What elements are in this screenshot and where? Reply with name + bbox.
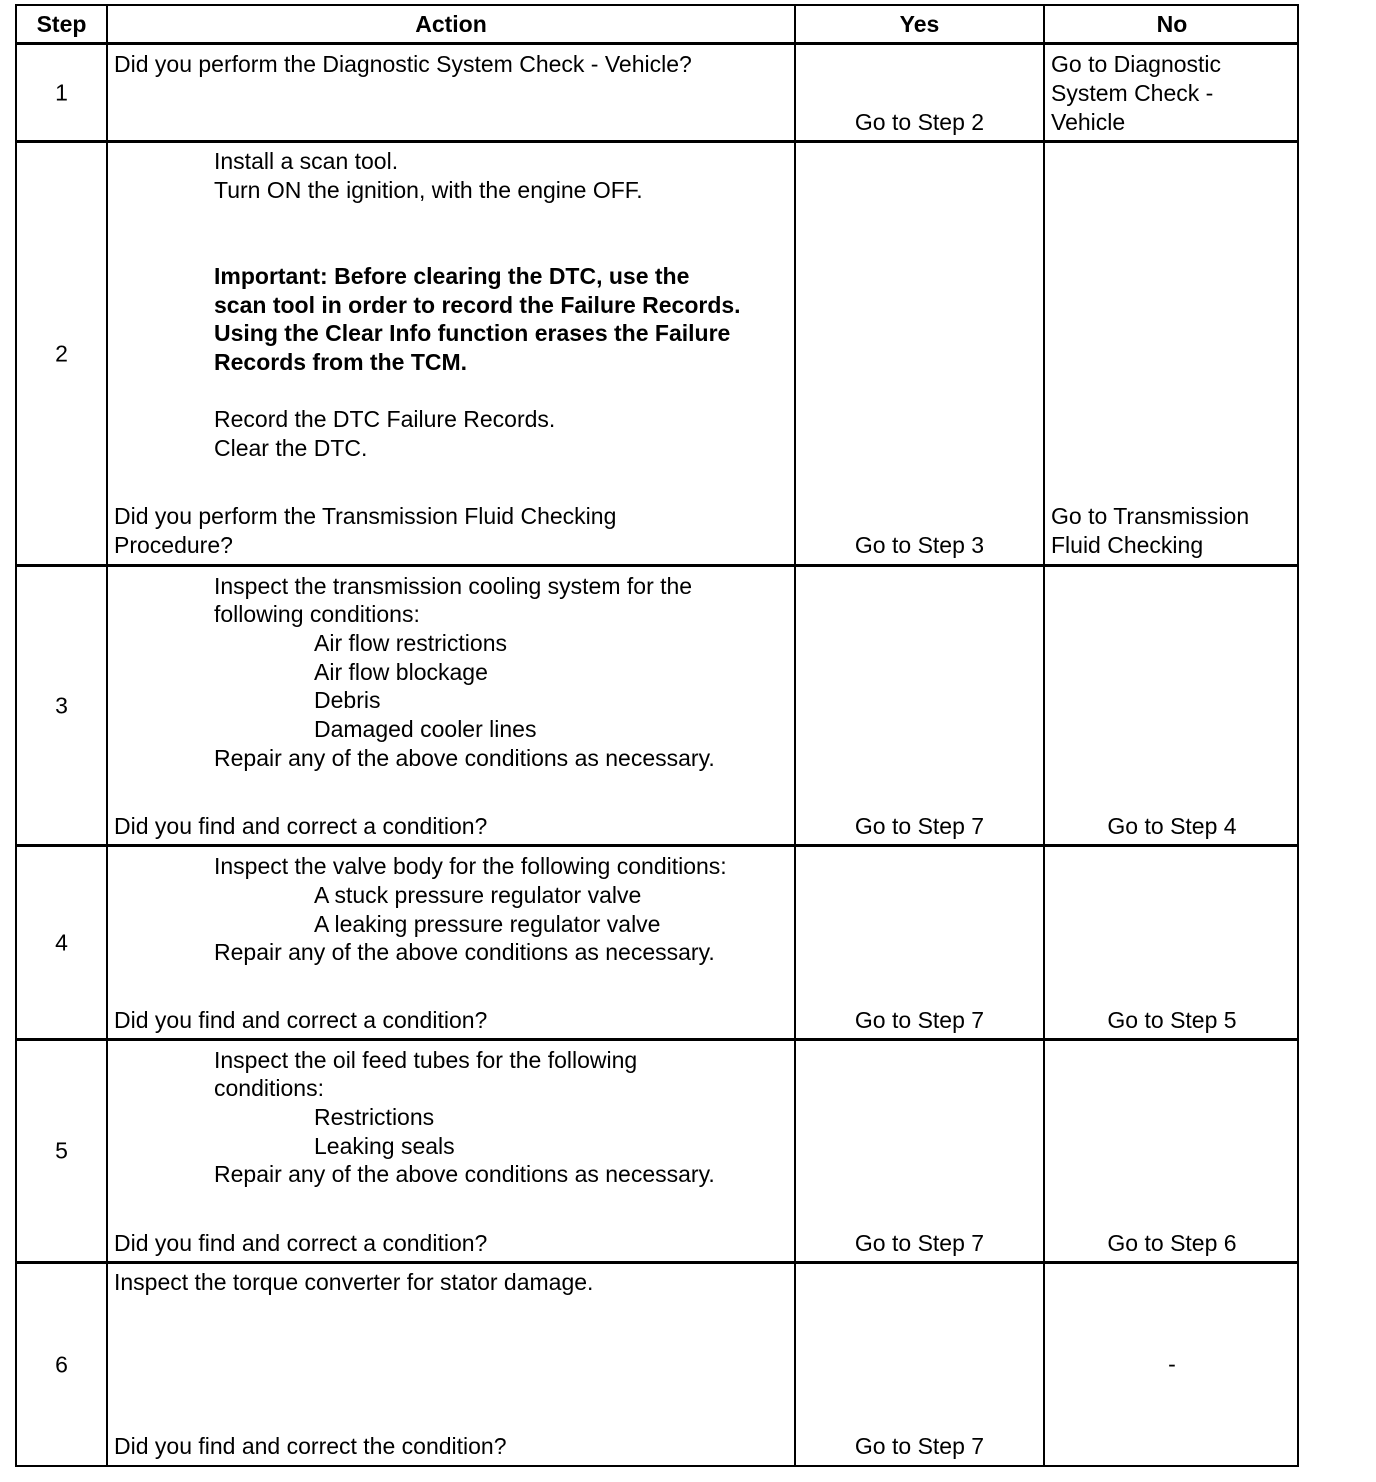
action-line: Inspect the torque converter for stator damage. xyxy=(114,1269,594,1295)
yes-link[interactable]: Go to Step 2 xyxy=(854,109,985,135)
step-cell xyxy=(17,45,108,140)
condition-item: Air flow blockage xyxy=(314,659,488,685)
yes-cell xyxy=(796,1264,1045,1465)
condition-item: Air flow restrictions xyxy=(314,630,507,656)
no-link[interactable]: Go to Step 5 xyxy=(1107,1007,1237,1033)
action-cell xyxy=(108,1264,796,1465)
step-number: 6 xyxy=(55,1351,68,1377)
action-line: Record the DTC Failure Records. xyxy=(214,406,556,432)
question-text: Procedure? xyxy=(114,532,233,558)
action-cell xyxy=(108,847,796,1038)
step-cell xyxy=(17,1041,108,1261)
step-number: 3 xyxy=(55,692,68,718)
action-line: Inspect the valve body for the following conditions: xyxy=(214,853,727,879)
diagnostic-table xyxy=(15,4,1299,1467)
question-text: Did you find and correct a condition? xyxy=(114,1007,488,1033)
action-line: following conditions: xyxy=(214,601,420,627)
no-link-line[interactable]: Fluid Checking xyxy=(1051,532,1204,558)
condition-item: Leaking seals xyxy=(314,1133,455,1159)
table-row xyxy=(17,567,1297,847)
header-step: Step xyxy=(17,6,108,42)
action-line: Repair any of the above conditions as necessary. xyxy=(214,939,715,965)
no-link[interactable]: Go to Step 6 xyxy=(1107,1230,1237,1256)
question-text: Did you perform the Transmission Fluid Checking xyxy=(114,503,617,529)
important-note: scan tool in order to record the Failure Records. xyxy=(214,292,741,318)
table-row xyxy=(17,45,1297,143)
yes-cell xyxy=(796,567,1045,844)
action-line: Repair any of the above conditions as necessary. xyxy=(214,745,715,771)
step-cell xyxy=(17,567,108,844)
step-number: 1 xyxy=(55,79,68,105)
important-note: Records from the TCM. xyxy=(214,349,468,375)
yes-cell xyxy=(796,45,1045,140)
condition-item: Damaged cooler lines xyxy=(314,716,537,742)
header-no: No xyxy=(1156,10,1188,37)
action-line: Inspect the oil feed tubes for the following xyxy=(214,1047,638,1073)
yes-cell xyxy=(796,143,1045,564)
step-number: 5 xyxy=(55,1137,68,1164)
no-cell xyxy=(1045,143,1299,564)
table-header xyxy=(17,6,1297,45)
important-note: Using the Clear Info function erases the Failure xyxy=(214,320,731,346)
important-note: Important: Before clearing the DTC, use the xyxy=(214,263,690,289)
action-line: conditions: xyxy=(214,1075,324,1101)
no-link-line[interactable]: Go to Transmission xyxy=(1051,503,1250,529)
no-link-line[interactable]: Go to Diagnostic xyxy=(1051,51,1222,77)
yes-link[interactable]: Go to Step 3 xyxy=(854,532,985,558)
yes-link[interactable]: Go to Step 7 xyxy=(854,813,985,839)
action-cell xyxy=(108,143,796,564)
condition-item: A leaking pressure regulator valve xyxy=(314,911,661,937)
no-cell xyxy=(1045,567,1299,844)
question-text: Did you perform the Diagnostic System Check - Vehicle? xyxy=(114,51,692,77)
question-text: Did you find and correct the condition? xyxy=(114,1433,507,1459)
condition-item: Restrictions xyxy=(314,1104,435,1130)
action-line: Repair any of the above conditions as necessary. xyxy=(214,1161,715,1187)
question-text: Did you find and correct a condition? xyxy=(114,1230,488,1256)
table-row xyxy=(17,1264,1297,1465)
action-line: Turn ON the ignition, with the engine OFF. xyxy=(214,177,643,203)
action-line: Clear the DTC. xyxy=(214,435,368,461)
yes-cell xyxy=(796,847,1045,1038)
step-number: 4 xyxy=(55,929,68,955)
yes-link[interactable]: Go to Step 7 xyxy=(854,1433,985,1459)
action-cell xyxy=(108,1041,796,1261)
condition-item: A stuck pressure regulator valve xyxy=(314,882,642,908)
question-text: Did you find and correct a condition? xyxy=(114,813,488,839)
yes-cell xyxy=(796,1041,1045,1261)
step-number: 2 xyxy=(55,340,68,366)
action-line: Inspect the transmission cooling system for the xyxy=(214,573,693,599)
step-cell xyxy=(17,143,108,564)
no-link-line[interactable]: System Check - xyxy=(1051,80,1214,106)
table-row xyxy=(17,143,1297,567)
no-link[interactable]: Go to Step 4 xyxy=(1107,813,1237,839)
action-line: Install a scan tool. xyxy=(214,148,399,174)
table-row xyxy=(17,847,1297,1041)
step-cell xyxy=(17,847,108,1038)
no-link-line[interactable]: Vehicle xyxy=(1051,109,1126,135)
no-cell xyxy=(1045,45,1299,140)
no-cell xyxy=(1045,847,1299,1038)
no-cell xyxy=(1045,1041,1299,1261)
yes-link[interactable]: Go to Step 7 xyxy=(854,1230,985,1256)
no-cell xyxy=(1045,1264,1299,1465)
step-cell xyxy=(17,1264,108,1465)
action-cell xyxy=(108,45,796,140)
yes-link[interactable]: Go to Step 7 xyxy=(854,1007,985,1033)
no-answer-dash: - xyxy=(1168,1351,1176,1377)
action-cell xyxy=(108,567,796,844)
condition-item: Debris xyxy=(314,687,381,713)
header-yes: Yes xyxy=(796,6,1045,42)
header-action: Action xyxy=(108,6,796,42)
table-row xyxy=(17,1041,1297,1264)
